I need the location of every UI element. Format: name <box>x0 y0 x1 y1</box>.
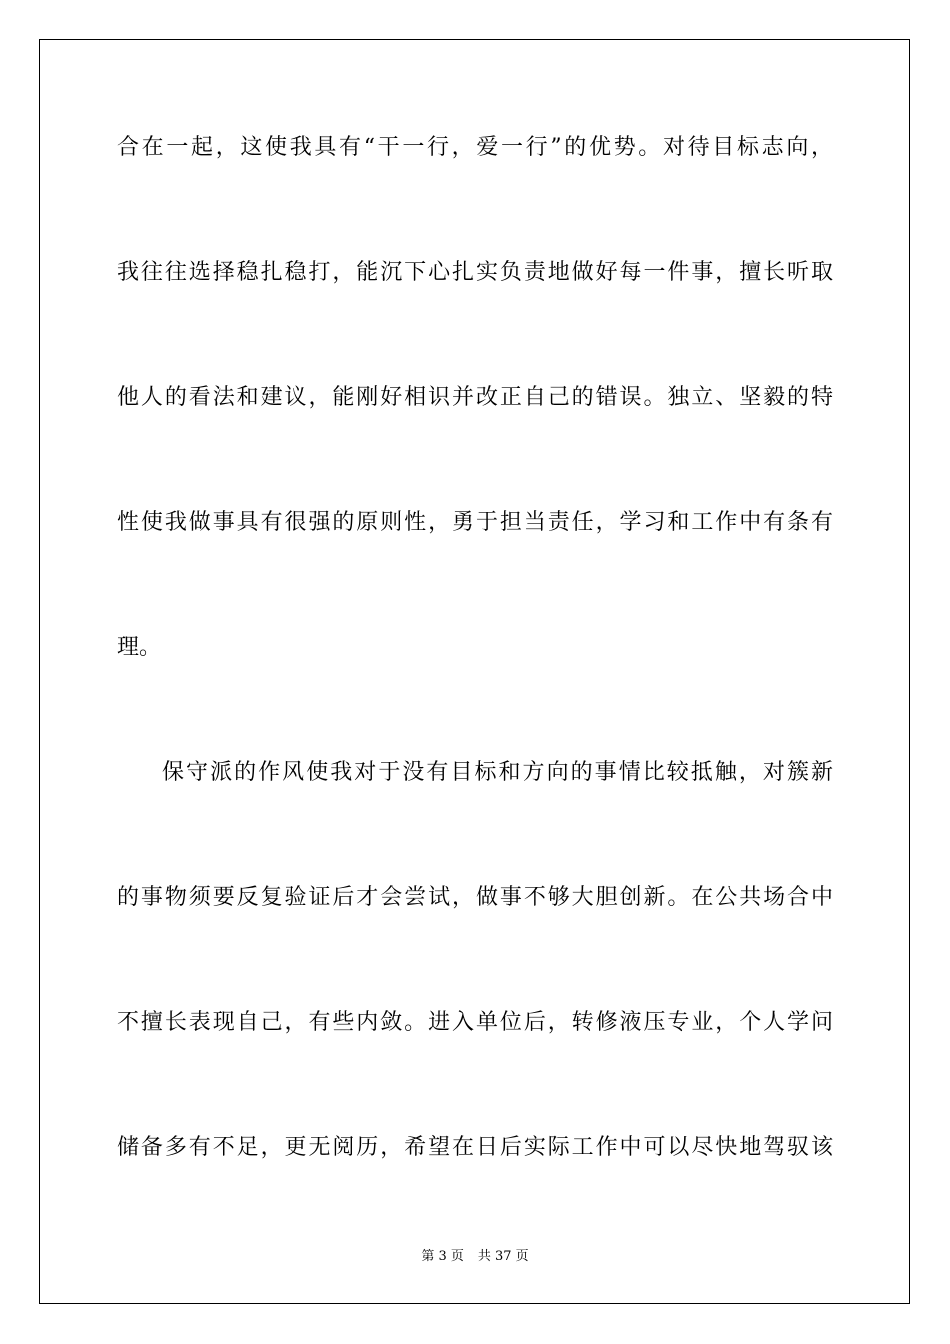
paragraph-line: 保守派的作风使我对于没有目标和方向的事情比较抵触，对簇新 <box>162 760 833 785</box>
paragraph-line: 他人的看法和建议，能刚好相识并改正自己的错误。独立、坚毅的特 <box>117 385 833 410</box>
paragraph-line: 我往往选择稳扎稳打，能沉下心扎实负责地做好每一件事，擅长听取 <box>117 260 833 285</box>
paragraph-line: 储备多有不足，更无阅历，希望在日后实际工作中可以尽快地驾驭该 <box>117 1135 833 1160</box>
page-border <box>39 39 910 1304</box>
paragraph-line: 理。 <box>117 635 162 660</box>
paragraph-line: 合在一起，这使我具有“干一行，爱一行”的优势。对待目标志向， <box>117 135 833 160</box>
paragraph-line: 不擅长表现自己，有些内敛。进入单位后，转修液压专业，个人学问 <box>117 1010 833 1035</box>
page-number: 第 3 页 <box>421 1249 464 1264</box>
page-footer <box>0 1249 950 1265</box>
total-pages: 共 37 页 <box>477 1249 529 1264</box>
paragraph-line: 的事物须要反复验证后才会尝试，做事不够大胆创新。在公共场合中 <box>117 885 833 910</box>
paragraph-line: 性使我做事具有很强的原则性，勇于担当责任，学习和工作中有条有 <box>117 510 833 535</box>
